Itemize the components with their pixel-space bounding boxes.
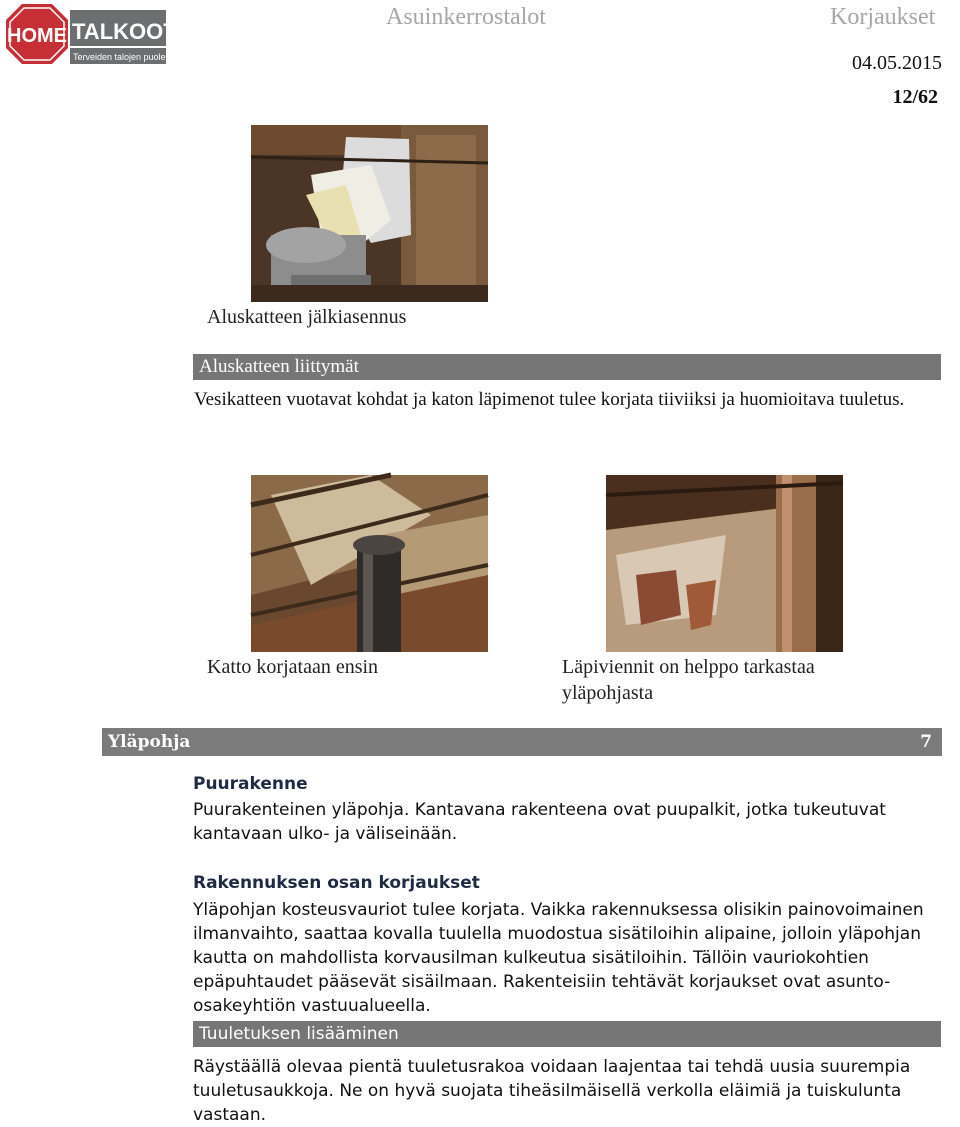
figure2-caption: Katto korjataan ensin	[207, 656, 379, 678]
puurakenne-heading: Puurakenne	[193, 774, 308, 794]
header-date: 04.05.2015	[852, 52, 942, 74]
section-bar-aluskatteen-liittymat: Aluskatteen liittymät	[193, 354, 941, 380]
header-title-right: Korjaukset	[830, 4, 936, 30]
page-number: 12/62	[892, 86, 938, 108]
photo-attic-underlay	[251, 125, 488, 302]
figure3-caption: Läpiviennit on helppo tarkastaa yläpohjasta	[562, 656, 815, 704]
tuuletus-body: Räystäällä olevaa pientä tuuletusrakoa voidaan laajentaa tai tehdä uusia suurempia tuuletusaukkoja. Ne on hyvä suojata tiheäsilmäisellä verkolla eläimiä ja tuiskulunta vastaan.	[193, 1057, 911, 1125]
puurakenne-body: Puurakenteinen yläpohja. Kantavana rakenteena ovat puupalkit, jotka tukeutuvat kantavaan ulko- ja väliseinään.	[193, 800, 886, 844]
section-bar-tuuletuksen-lisaaminen: Tuuletuksen lisääminen	[193, 1021, 941, 1047]
photo-attic-penetration	[606, 475, 843, 652]
logo-talkoot-text: TALKOOT.FI	[72, 19, 200, 44]
hometalkoot-logo	[6, 2, 200, 66]
logo-home-text: HOME	[7, 25, 67, 47]
logo-tagline: Terveiden talojen puolesta	[73, 52, 178, 62]
korjaukset-body: Yläpohjan kosteusvauriot tulee korjata. Vaikka rakennuksessa olisikin painovoimainen ilmanvaihto, saattaa kovalla tuulella muodostua sisätiloihin alipaine, jolloin yläpohjan kautta on mahdollista korvausilman kulkeutua sisätiloihin. Tällöin vauriokohtien epäpuhtaudet pääsevät sisäilmaan. Rakenteisiin tehtävät korjaukset ovat asunto-osakeyhtiön vastuualueella.	[193, 900, 924, 1016]
figure1-caption: Aluskatteen jälkiasennus	[207, 306, 407, 328]
header-title-left: Asuinkerrostalot	[386, 4, 546, 30]
aluskate-body: Vesikatteen vuotavat kohdat ja katon läpimenot tulee korjata tiiviiksi ja huomioitava tuuletus.	[194, 389, 905, 410]
korjaukset-heading: Rakennuksen osan korjaukset	[193, 873, 480, 893]
ylapohja-number: 7	[920, 732, 932, 752]
ylapohja-title: Yläpohja	[108, 732, 191, 752]
section-bar-ylapohja	[102, 728, 942, 756]
photo-roof-chimney	[251, 475, 488, 652]
